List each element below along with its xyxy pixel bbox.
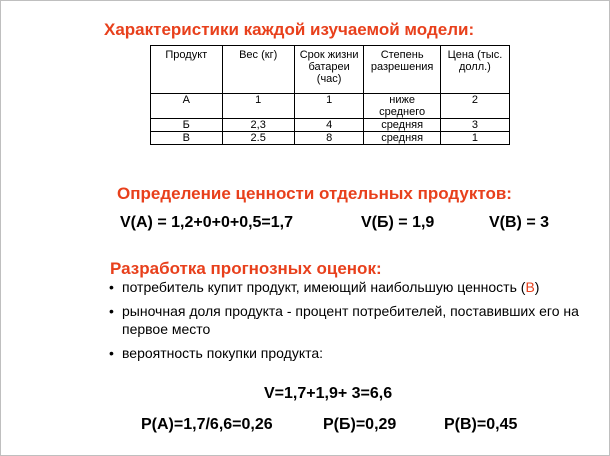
bullet-icon: • — [109, 345, 114, 361]
table-row — [151, 132, 510, 145]
table-cell: 8 — [294, 132, 364, 145]
section-title-forecast: Разработка прогнозных оценок: — [110, 259, 382, 278]
bullet-text: вероятность покупки продукта: — [122, 345, 324, 361]
bullet-text: потребитель купит продукт, имеющий наибольшую ценность ( — [122, 279, 526, 295]
list-item — [109, 302, 599, 338]
forecast-bullet-list — [109, 278, 599, 368]
value-b: V(Б) = 1,9 — [361, 214, 435, 231]
table-cell: средняя — [364, 132, 440, 145]
bullet-text: рыночная доля продукта - процент потребителей, поставивших его на первое место — [122, 303, 579, 337]
probability-a: P(A)=1,7/6,6=0,26 — [141, 416, 273, 433]
table-cell: В — [151, 132, 223, 145]
table-cell: 1 — [294, 94, 364, 119]
header-battery-life: Срок жизни батареи (час) — [294, 46, 364, 94]
value-a: V(A) = 1,2+0+0+0,5=1,7 — [120, 214, 294, 231]
table-row — [151, 119, 510, 132]
header-price: Цена (тыс. долл.) — [440, 46, 509, 94]
bullet-suffix: ) — [534, 279, 540, 295]
table-cell: 4 — [294, 119, 364, 132]
table-cell: ниже среднего — [364, 94, 440, 119]
table-cell: 1 — [222, 94, 294, 119]
bullet-icon: • — [109, 279, 114, 295]
table-cell: 2,3 — [222, 119, 294, 132]
table-cell: 2 — [440, 94, 509, 119]
section-title-characteristics: Характеристики каждой изучаемой модели: — [104, 20, 475, 39]
probability-b: P(Б)=0,29 — [323, 416, 397, 433]
section-title-value: Определение ценности отдельных продуктов: — [117, 184, 512, 203]
table-cell: средняя — [364, 119, 440, 132]
specs-table — [150, 45, 510, 145]
table-cell: 3 — [440, 119, 509, 132]
value-v: V(B) = 3 — [489, 214, 550, 231]
header-weight: Вес (кг) — [222, 46, 294, 94]
table-cell: А — [151, 94, 223, 119]
bullet-highlight: В — [525, 279, 535, 295]
list-item — [109, 344, 599, 362]
table-cell: Б — [151, 119, 223, 132]
header-resolution: Степень разрешения — [364, 46, 440, 94]
list-item — [109, 278, 599, 296]
header-product: Продукт — [151, 46, 223, 94]
bullet-icon: • — [109, 303, 114, 319]
table-row — [151, 94, 510, 119]
total-value: V=1,7+1,9+ 3=6,6 — [264, 385, 393, 402]
probability-v: P(B)=0,45 — [444, 416, 518, 433]
table-header-row — [151, 46, 510, 94]
table-cell: 2.5 — [222, 132, 294, 145]
table-cell: 1 — [440, 132, 509, 145]
